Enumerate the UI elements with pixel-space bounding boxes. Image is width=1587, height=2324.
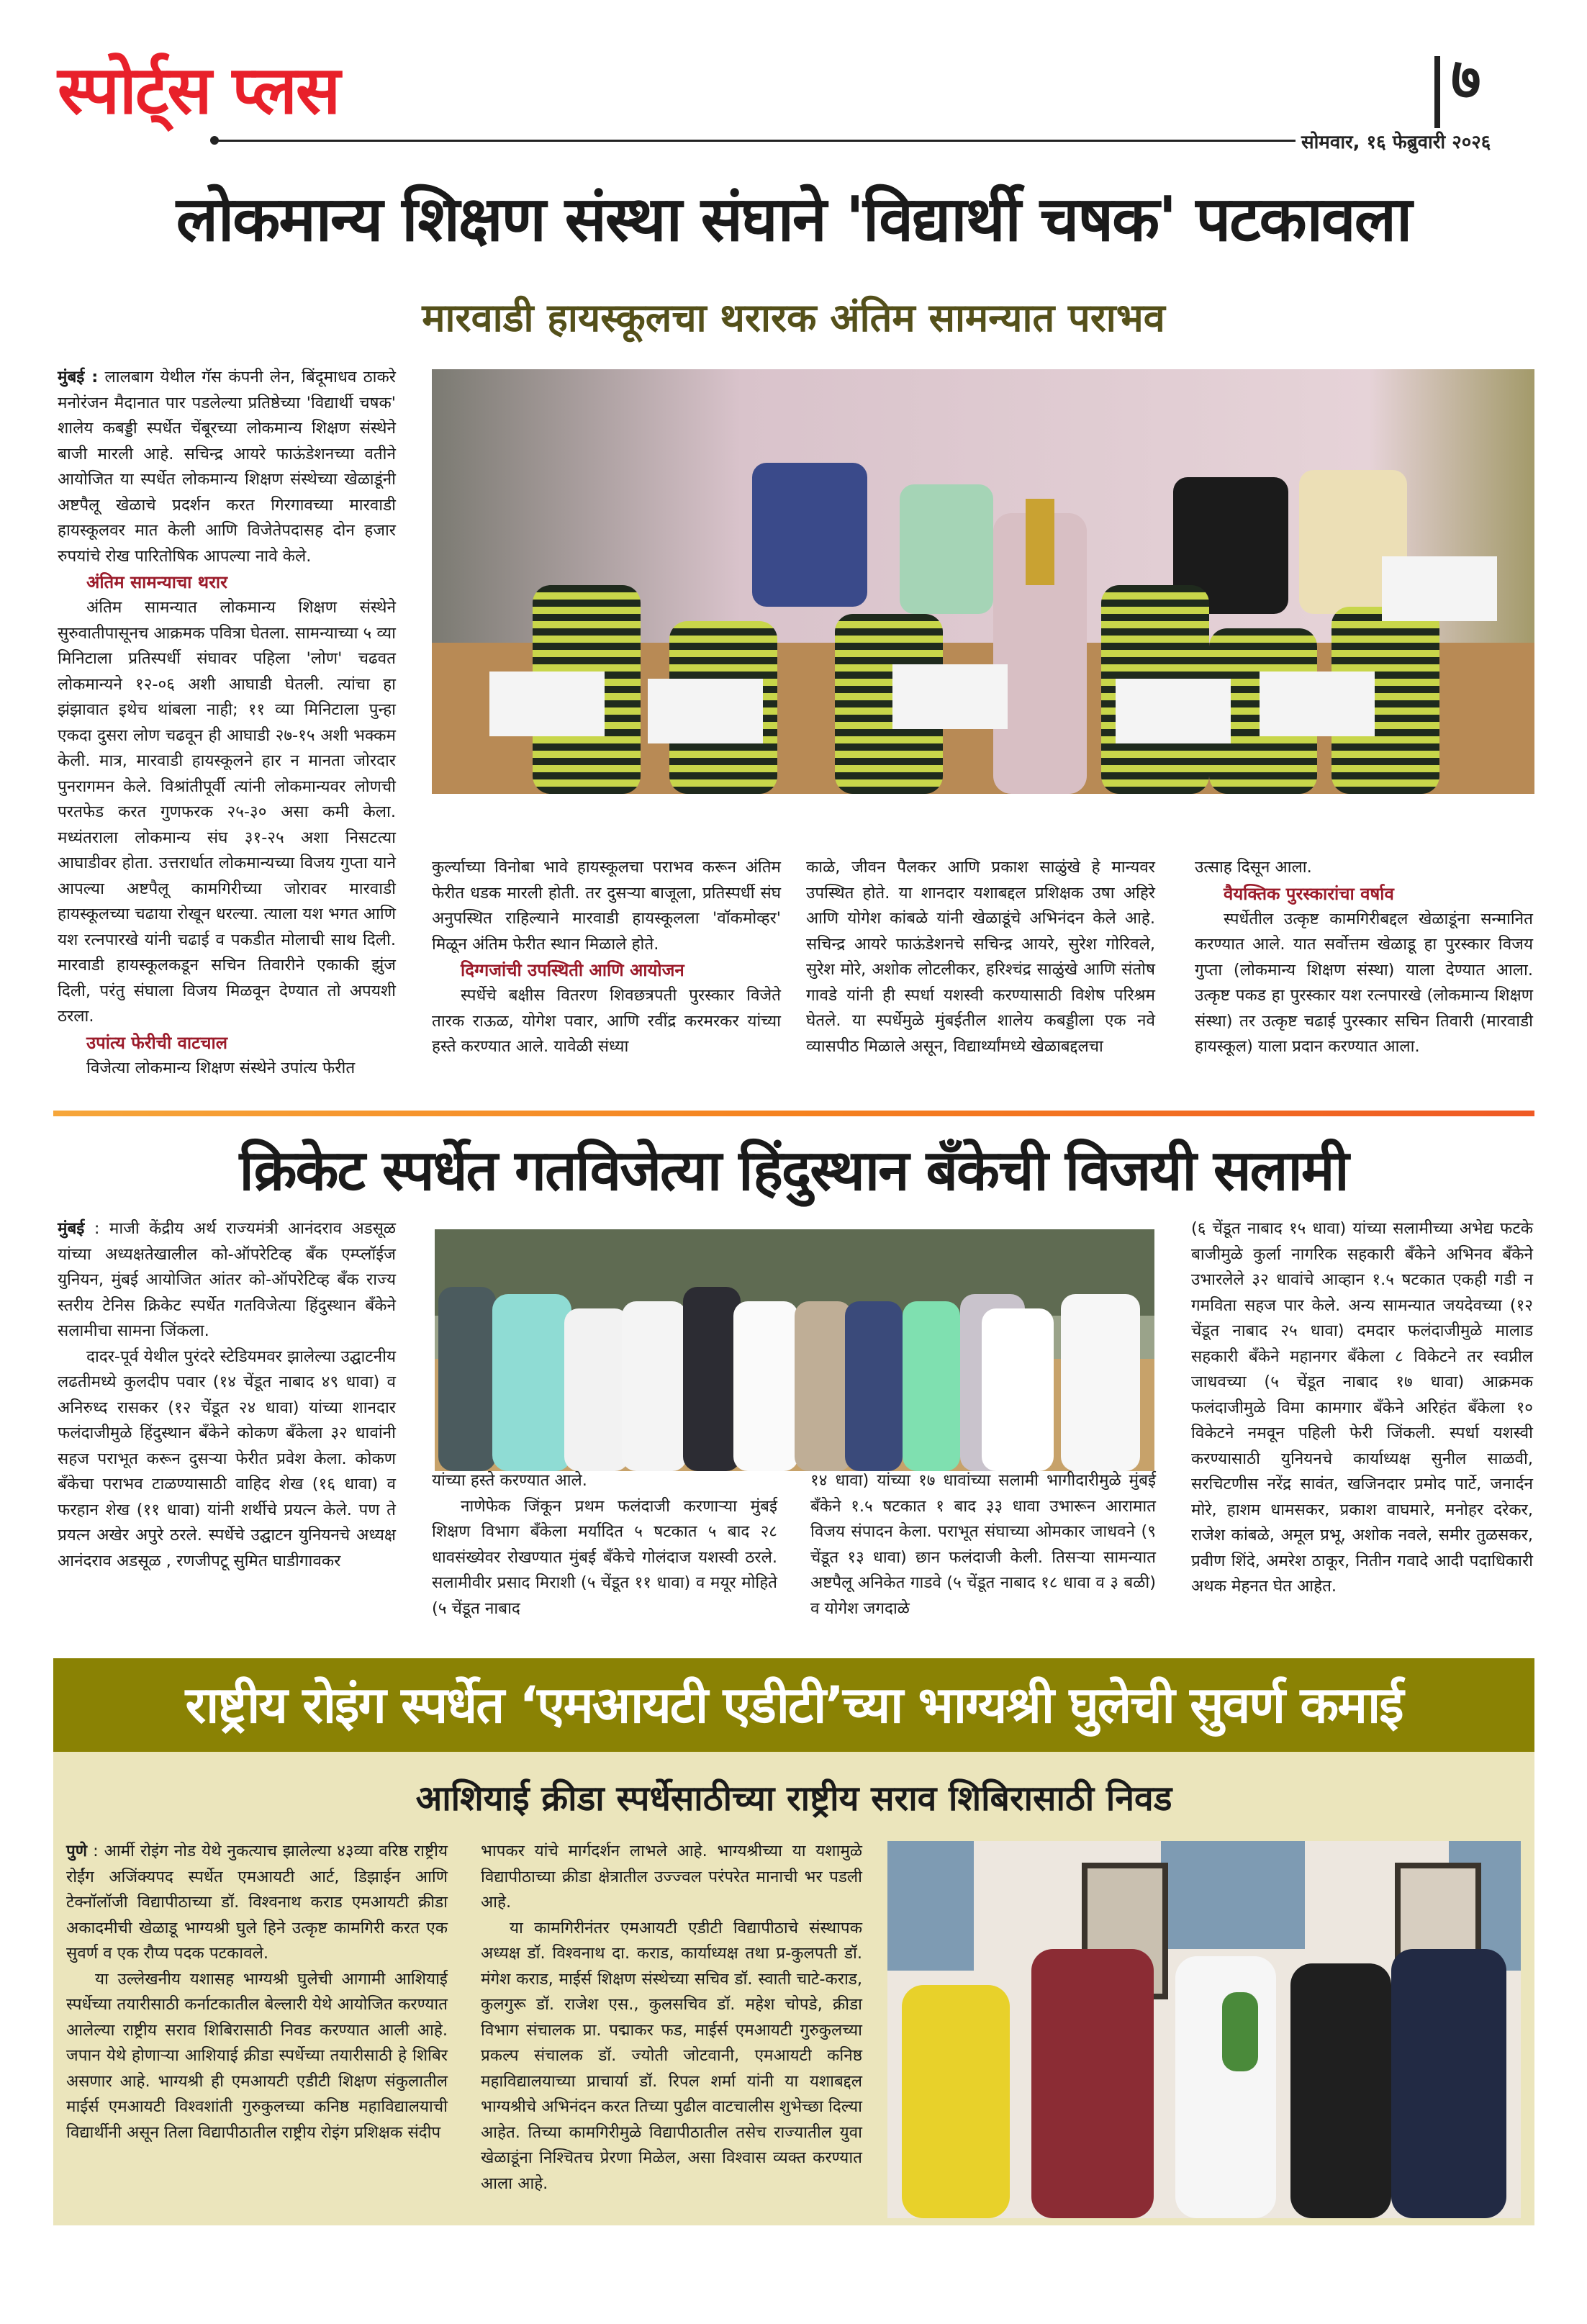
paragraph: उत्साह दिसून आला. — [1195, 858, 1312, 877]
article3-subheadline: आशियाई क्रीडा स्पर्धेसाठीच्या राष्ट्रीय सराव शिबिरासाठी निवड — [415, 1778, 1172, 1819]
cricket-inauguration-photo — [435, 1229, 1154, 1471]
photo-image-icon — [887, 1841, 1521, 2218]
paragraph: यांच्या हस्ते करण्यात आले. — [432, 1471, 587, 1490]
issue-date: सोमवार, १६ फेब्रुवारी २०२६ — [1301, 132, 1491, 153]
article2-headline: क्रिकेट स्पर्धेत गतविजेत्या हिंदुस्थान बँकेची विजयी सलामी — [239, 1139, 1348, 1203]
page-number: ७ — [1451, 45, 1481, 112]
paragraph: दादर-पूर्व येथील पुरंदरे स्टेडियमवर झालेल्या उद्घाटनीय लढतीमध्ये कुलदीप पवार (१४ चेंडूत नाबाद ४९ धावा) व अनिरुध्द रासकर (१२ चेंडूत २४ धावा) यांच्या शानदार फलंदाजीमुळे हिंदुस्थान बँकेने कोकण बँकेला ३२ धावांनी सहज पराभूत करून दुसऱ्या फेरीत प्रवेश केला. कोकण बँकेचा पराभव टाळण्यासाठी वाहिद शेख (१६ धावा) व फरहान शेख (११ धावा) यांनी शर्थीचे प्रयत्न केले. पण ते प्रयत्न अखेर अपुरे ठरले. स्पर्धेचे उद्घाटन युनियनचे अध्यक्ष आनंदराव अडसूळ , रणजीपटू सुमित घाडीगावकर — [58, 1347, 396, 1570]
article2-column-1 — [58, 1216, 396, 1574]
paragraph: स्पर्धेचे बक्षीस वितरण शिवछत्रपती पुरस्कार विजेते तारक राऊळ, योगेश पवार, आणि रवींद्र करमरकर यांच्या हस्ते करण्यात आले. यावेळी संध्या — [432, 986, 781, 1056]
paragraph: विजेत्या लोकमान्य शिक्षण संस्थेने उपांत्य फेरीत — [86, 1058, 356, 1077]
dateline: मुंबई : — [58, 368, 99, 386]
paragraph: १४ धावा) यांच्या १७ धावांच्या सलामी भागीदारीमुळे मुंबई बँकेने १.५ षटकात १ बाद ३३ धावा उभारून आरामात विजय संपादन केला. पराभूत संघाच्या ओमकार जाधवने (९ चेंडूत १३ धावा) छान फलंदाजी केली. तिसऱ्या सामन्यात अष्टपैलू अनिकेत गाडवे (५ चेंडूत नाबाद १८ धावा व ३ बळी) व योगेश जगदाळे — [810, 1471, 1156, 1618]
paragraph: भापकर यांचे मार्गदर्शन लाभले आहे. भाग्यश्रीच्या या यशामुळे विद्यापीठाच्या क्रीडा क्षेत्रातील उज्ज्वल परंपरेत मानाची भर पडली आहे. — [481, 1842, 862, 1912]
paragraph: लालबाग येथील गॅस कंपनी लेन, बिंदूमाधव ठाकरे मनोरंजन मैदानात पार पडलेल्या प्रतिष्ठेच्या 'विद्यार्थी चषक' शालेय कबड्डी स्पर्धेत चेंबूरच्या लोकमान्य शिक्षण संस्थेने बाजी मारली आहे. सचिन्द्र आयरे फाऊंडेशनच्या वतीने आयोजित या स्पर्धेत लोकमान्य शिक्षण संस्थेच्या खेळाडूंनी अष्टपैलू खेळाचे प्रदर्शन करत गिरगावच्या मारवाडी हायस्कूलवर मात केली आणि विजेतेपदासह दोन हजार रुपयांचे रोख पारितोषिक आपल्या नावे केले. — [58, 368, 396, 566]
article1-column-2 — [432, 855, 781, 1060]
masthead-rule — [216, 140, 1296, 142]
article1-column-4 — [1195, 855, 1533, 1060]
paragraph: : आर्मी रोइंग नोड येथे नुकत्याच झालेल्या ४३व्या वरिष्ठ राष्ट्रीय रोईंग अजिंक्यपद स्पर्धेत एमआयटी आर्ट, डिझाईन आणि टेक्नॉलॉजी विद्यापीठाच्या डॉ. विश्वनाथ कराड एमआयटी क्रीडा अकादमीची खेळाडू भाग्यश्री घुले हिने उत्कृष्ट कामगिरी करत एक सुवर्ण व एक रौप्य पदक पटकावले. — [66, 1842, 448, 1963]
article3-column-2 — [481, 1839, 862, 2197]
article1-column-3 — [806, 855, 1155, 1059]
article2-column-2 — [432, 1468, 777, 1622]
article3-headline-band — [53, 1658, 1534, 1752]
rowing-felicitation-photo — [887, 1841, 1521, 2218]
paragraph: स्पर्धेतील उत्कृष्ट कामगिरीबद्दल खेळाडूंना सन्मानित करण्यात आले. यात सर्वोत्तम खेळाडू हा पुरस्कार विजय गुप्ता (लोकमान्य शिक्षण संस्था) याला देण्यात आला. उत्कृष्ट पकड हा पुरस्कार यश रत्नपारखे (लोकमान्य शिक्षण संस्था) तर उत्कृष्ट चढाई पुरस्कार सचिन तिवारी (मारवाडी हायस्कूल) याला प्रदान करण्यात आला. — [1195, 909, 1533, 1056]
article1-column-1 — [58, 365, 396, 1081]
section-divider — [53, 1111, 1534, 1116]
paragraph: : माजी केंद्रीय अर्थ राज्यमंत्री आनंदराव अडसूळ यांच्या अध्यक्षतेखालील को-ऑपरेटिव्ह बँक एम्प्लॉईज युनियन, मुंबई आयोजित आंतर को-ऑपरेटिव्ह बँक राज्य स्तरीय टेनिस क्रिकेट स्पर्धेत गतविजेत्या हिंदुस्थान बँकेने सलामीचा सामना जिंकला. — [58, 1219, 396, 1340]
paragraph: कुर्ल्याच्या विनोबा भावे हायस्कूलचा पराभव करून अंतिम फेरीत धडक मारली होती. तर दुसऱ्या बाजूला, प्रतिस्पर्धी संघ अनुपस्थित राहिल्याने मारवाडी हायस्कूलला 'वॉकमोव्हर' मिळून अंतिम फेरीत स्थान मिळाले होते. — [432, 858, 781, 954]
subheading: अंतिम सामन्याचा थरार — [86, 572, 227, 592]
dateline: पुणे — [66, 1842, 88, 1860]
subheading: वैयक्तिक पुरस्कारांचा वर्षाव — [1224, 883, 1394, 904]
article1-subheadline: मारवाडी हायस्कूलचा थरारक अंतिम सामन्यात पराभव — [422, 295, 1165, 340]
subheading: दिग्गजांची उपस्थिती आणि आयोजन — [461, 960, 684, 980]
paragraph: काळे, जीवन पैलकर आणि प्रकाश साळुंखे हे मान्यवर उपस्थित होते. या शानदार यशाबद्दल प्रशिक्षक उषा अहिरे आणि योगेश कांबळे यांनी खेळाडूंचे अभिनंदन केले आहे. सचिन्द्र आयरे फाऊंडेशनचे सचिन्द्र आयरे, सुरेश गोरिवले, सुरेश मोरे, अशोक लोटलीकर, हरिश्चंद्र साळुंखे आणि संतोष गावडे यांनी ही स्पर्धा यशस्वी करण्यासाठी विशेष परिश्रम घेतले. या स्पर्धेमुळे मुंबईतील शालेय कबड्डीला एक नवे व्यासपीठ मिळाले असून, विद्यार्थ्यांमध्ये खेळाबद्दलचा — [806, 858, 1155, 1056]
page-number-bar — [1434, 56, 1440, 128]
kabaddi-team-photo — [432, 369, 1534, 794]
photo-image-icon — [435, 1229, 1154, 1471]
section-brand-logo: स्पोर्ट्स प्लस — [58, 52, 340, 129]
article3-column-1 — [66, 1839, 448, 2146]
paragraph: या उल्लेखनीय यशासह भाग्यश्री घुलेची आगामी आशियाई स्पर्धेच्या तयारीसाठी कर्नाटकातील बेल्लारी येथे आयोजित करण्यात आलेल्या राष्ट्रीय सराव शिबिरासाठी निवड करण्यात आली आहे. जपान येथे होणाऱ्या आशियाई क्रीडा स्पर्धेच्या तयारीसाठी हे शिबिर असणार आहे. भाग्यश्री ही एमआयटी एडीटी शिक्षण संकुलातील माईर्स एमआयटी विश्वशांती गुरुकुलच्या कनिष्ठ महाविद्यालयाची विद्यार्थीनी असून तिला विद्यापीठातील राष्ट्रीय रोइंग प्रशिक्षक संदीप — [66, 1969, 448, 2142]
dateline: मुंबई — [58, 1219, 85, 1238]
article1-headline: लोकमान्य शिक्षण संस्था संघाने 'विद्यार्थी चषक' पटकावला — [176, 184, 1411, 256]
paragraph: अंतिम सामन्यात लोकमान्य शिक्षण संस्थेने सुरुवातीपासूनच आक्रमक पवित्रा घेतला. सामन्याच्या ५ व्या मिनिटाला प्रतिस्पर्धी संघावर पहिला 'लोण' चढवत लोकमान्यने १२-०६ अशी आघाडी घेतली. त्यांचा हा झंझावात इथेच थांबला नाही; ११ व्या मिनिटाला पुन्हा एकदा दुसरा लोण चढवून ही आघाडी २७-१५ अशी भक्कम केली. मात्र, मारवाडी हायस्कूलने हार न मानता जोरदार पुनरागमन केले. विश्रांतीपूर्वी त्यांनी लोकमान्यवर लोणची परतफेड करत गुणफरक २५-३० असा कमी केला. मध्यंतराला लोकमान्य संघ ३१-२५ अशा निसटत्या आघाडीवर होता. उत्तरार्धात लोकमान्यच्या विजय गुप्ता याने आपल्या अष्टपैलू कामगिरीच्या जोरावर मारवाडी हायस्कूलच्या चढाया रोखून धरल्या. त्याला यश भगत आणि यश रत्नपारखे यांनी चढाई व पकडीत मोलाची साथ दिली. मारवाडी हायस्कूलकडून सचिन तिवारीने एकाकी झुंज दिली, परंतु संघाला विजय मिळवून देण्यात तो अपयशी ठरला. — [58, 598, 396, 1026]
paragraph: (६ चेंडूत नाबाद १५ धावा) यांच्या सलामीच्या अभेद्य फटके बाजीमुळे कुर्ला नागरिक सहकारी बँकेने अभिनव बँकेने उभारलेले ३२ धावांचे आव्हान १.५ षटकात एकही गडी न गमविता सहज पार केले. अन्य सामन्यात जयदेवच्या (१२ चेंडूत नाबाद २५ धावा) दमदार फलंदाजीमुळे मालाड सहकारी बँकेने महानगर बँकेला ८ विकेटने तर स्वप्नील जाधवच्या (५ चेंडूत नाबाद १७ धावा) आक्रमक फलंदाजीमुळे विमा कामगार बँकेने अरिहंत बँकेला १० विकेटने नमवून पहिली फेरी जिंकली. स्पर्धा यशस्वी करण्यासाठी युनियनचे कार्याध्यक्ष सुनील साळवी, सरचिटणीस नरेंद्र सावंत, खजिनदार प्रमोद पार्टे, जनार्दन मोरे, हाशम धामसकर, प्रकाश वाघमारे, मनोहर दरेकर, राजेश कांबळे, अमूल प्रभू, अशोक नवले, समीर तुळसकर, प्रवीण शिंदे, अमरेश ठाकूर, नितीन गवादे आदी पदाधिकारी अथक मेहनत घेत आहेत. — [1191, 1219, 1533, 1596]
paragraph: नाणेफेक जिंकून प्रथम फलंदाजी करणाऱ्या मुंबई शिक्षण विभाग बँकेला मर्यादित ५ षटकात ५ बाद २८ धावसंख्येवर रोखण्यात मुंबई बँकेचे गोलंदाज यशस्वी ठरले. सलामीवीर प्रसाद मिराशी (५ चेंडूत ११ धावा) व मयूर मोहिते (५ चेंडूत नाबाद — [432, 1496, 777, 1618]
article2-column-4 — [1191, 1216, 1533, 1600]
article2-column-3 — [810, 1468, 1156, 1622]
photo-image-icon — [432, 369, 1534, 794]
article3-headline: राष्ट्रीय रोइंग स्पर्धेत ‘एमआयटी एडीटी’च्या भाग्यश्री घुलेची सुवर्ण कमाई — [185, 1676, 1403, 1735]
subheading: उपांत्य फेरीची वाटचाल — [86, 1032, 227, 1053]
paragraph: या कामगिरीनंतर एमआयटी एडीटी विद्यापीठाचे संस्थापक अध्यक्ष डॉ. विश्वनाथ दा. कराड, कार्याध्यक्ष तथा प्र-कुलपती डॉ. मंगेश कराड, माईर्स शिक्षण संस्थेच्या सचिव डॉ. स्वाती चाटे-कराड, कुलगुरू डॉ. राजेश एस., कुलसचिव डॉ. महेश चोपडे, क्रीडा विभाग संचालक प्रा. पद्माकर फड, माईर्स एमआयटी गुरुकुलच्या प्रकल्प संचालक डॉ. ज्योती जोटवानी, एमआयटी कनिष्ठ महाविद्यालयाच्या प्राचार्या डॉ. रिपल शर्मा यांनी या यशाबद्दल भाग्यश्रीचे अभिनंदन करत तिच्या पुढील वाटचालीस शुभेच्छा दिल्या आहेत. तिच्या कामगिरीमुळे विद्यापीठातील तसेच राज्यातील युवा खेळाडूंना निश्चितच प्रेरणा मिळेल, असा विश्वास व्यक्त करण्यात आला आहे. — [481, 1918, 862, 2193]
